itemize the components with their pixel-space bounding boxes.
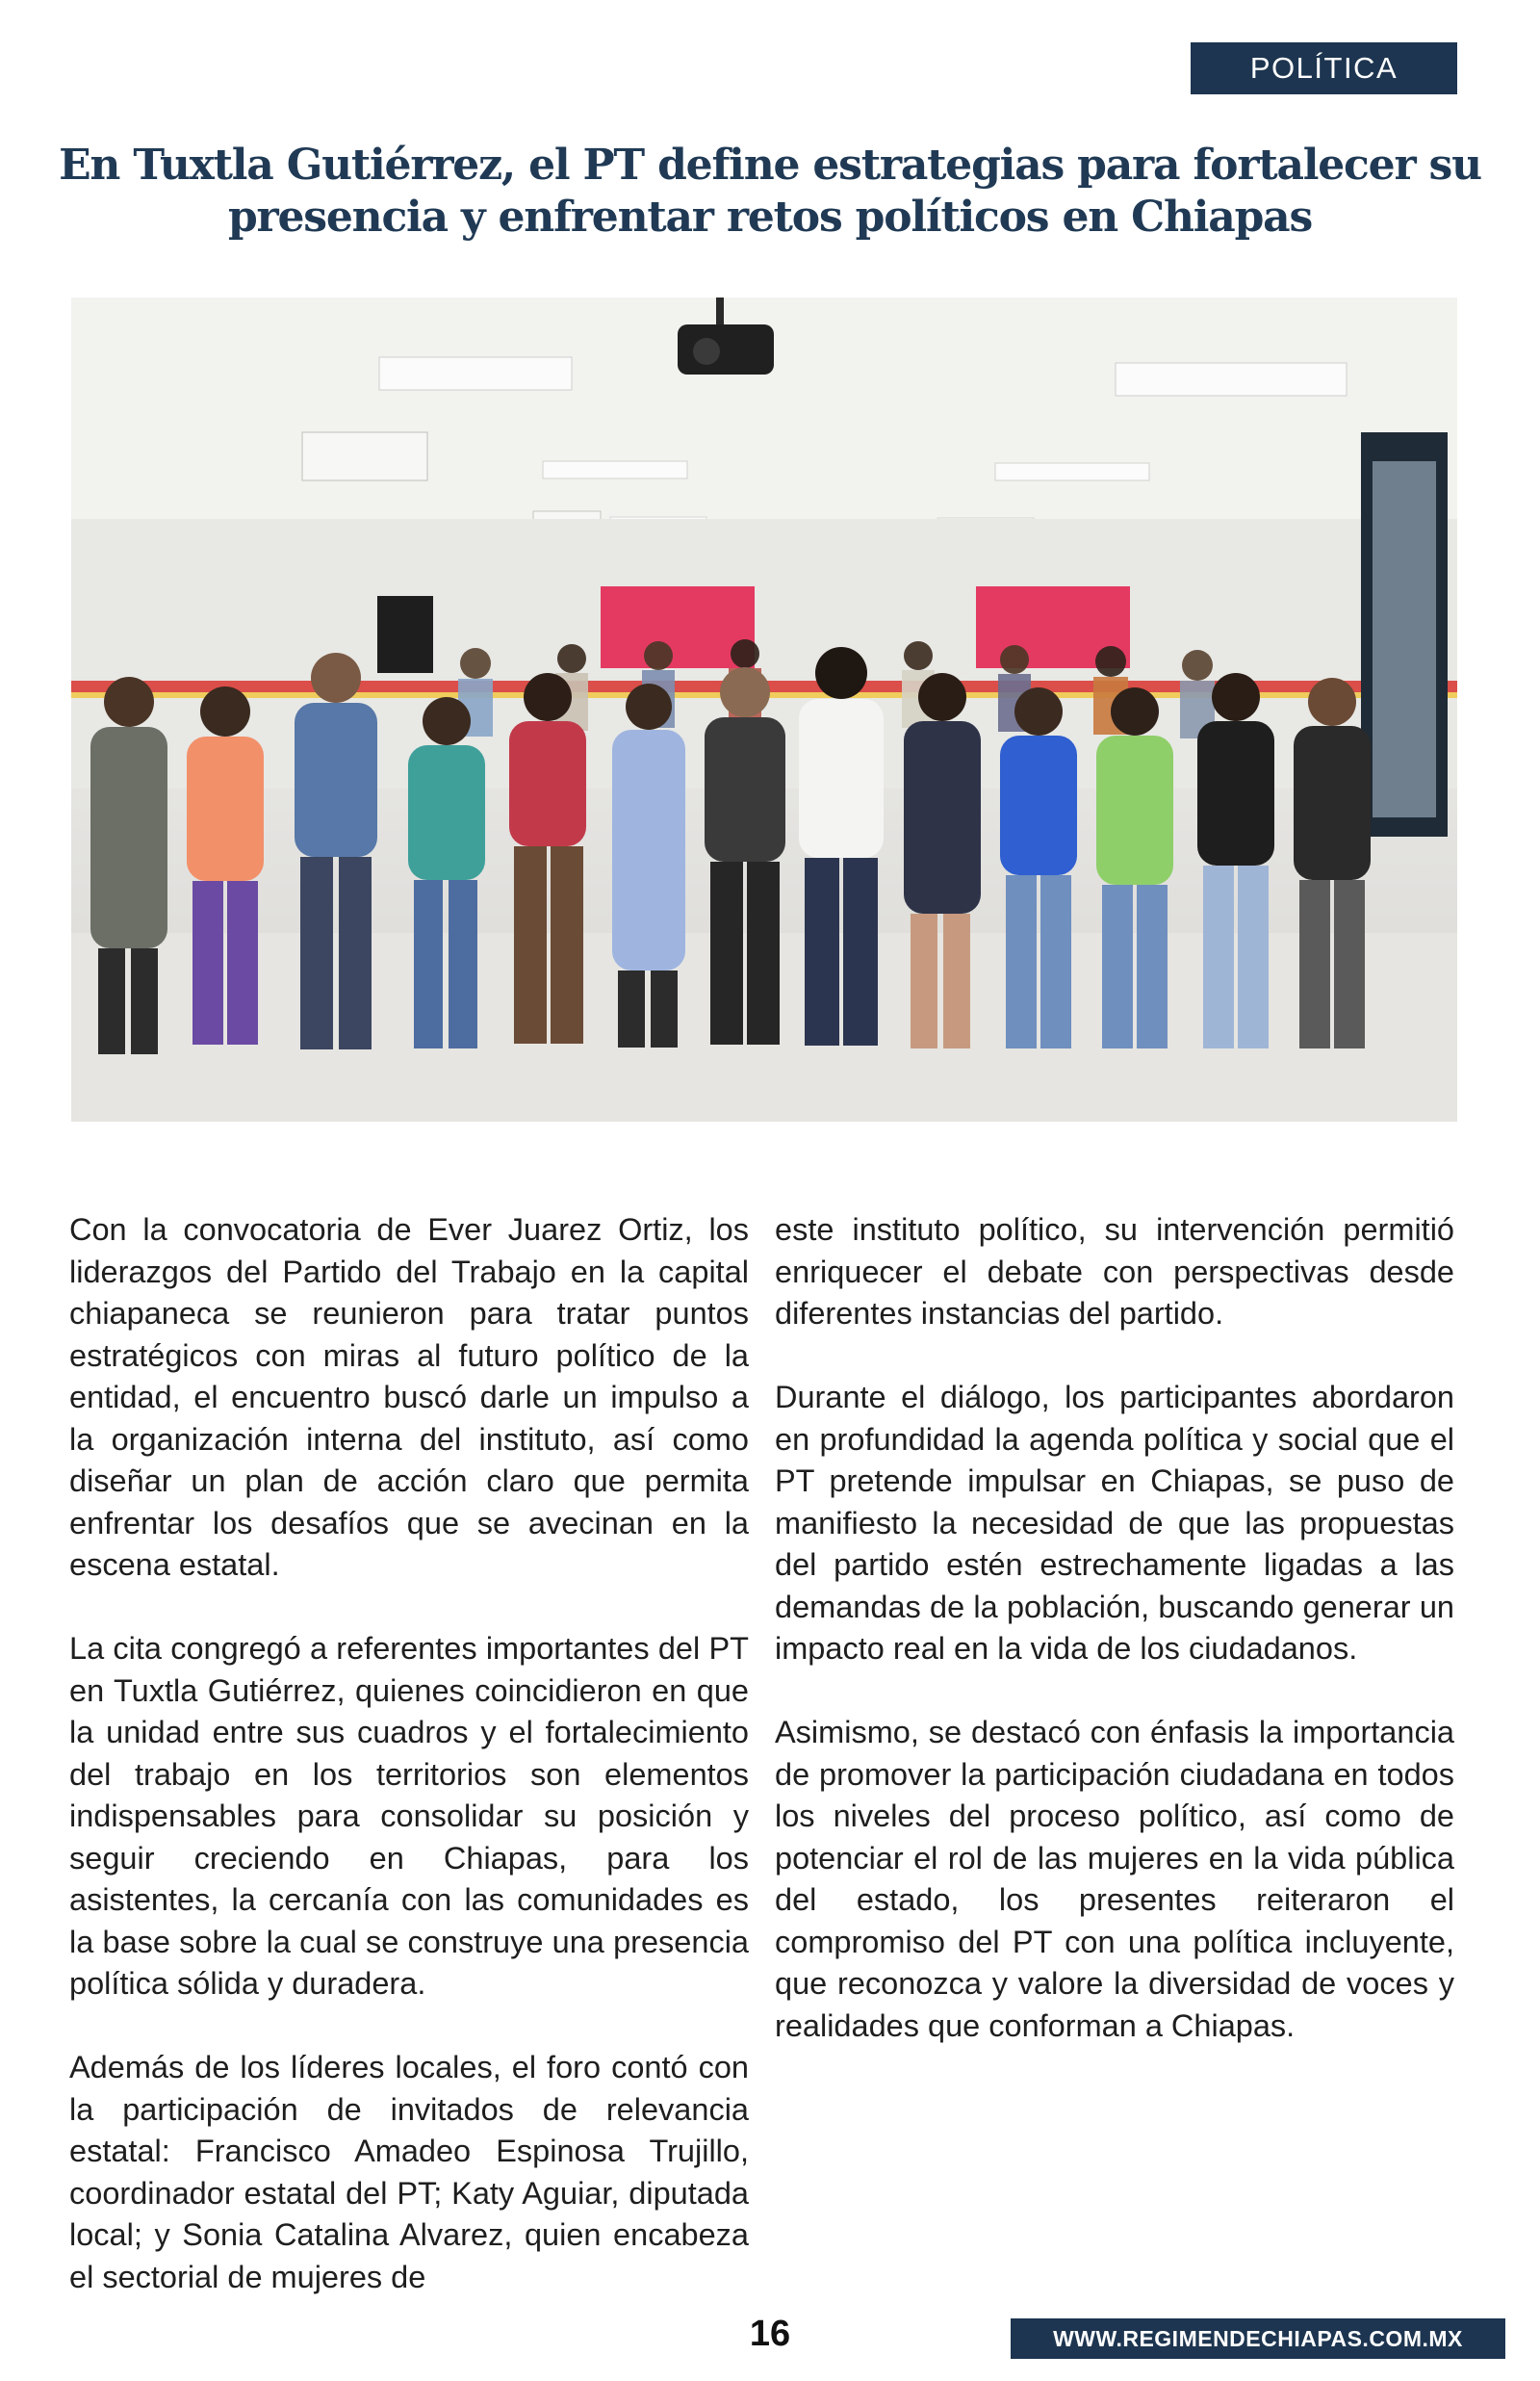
article-column-left [69,1209,749,2341]
website-link[interactable]: WWW.REGIMENDECHIAPAS.COM.MX [1011,2318,1505,2359]
article-paragraph: Asimismo, se destacó con énfasis la importancia de promover la participación ciudadana en todos los niveles del proceso político, así como de potenciar el rol de las mujeres en la vida pública del estado, los presentes reiteraron el compromiso del PT con una política incluyente, que reconozca y valore la diversidad de voces y realidades que conforman a Chiapas. [775,1715,1454,2043]
article-paragraph: Además de los líderes locales, el foro contó con la participación de invitados de relevancia estatal: Francisco Amadeo Espinosa Trujillo, coordinador estatal del PT; Katy Aguiar, diputada local; y Sonia Catalina Alvarez, quien encabeza el sectorial de mujeres de [69,2050,749,2294]
article-column-right [775,1209,1454,2089]
article-paragraph: La cita congregó a referentes importantes del PT en Tuxtla Gutiérrez, quienes coincidieron en que la unidad entre sus cuadros y el fortalecimiento del trabajo en los territorios son elementos indispensables para consolidar su posición y seguir creciendo en Chiapas, para los asistentes, la cercanía con las comunidades es la base sobre la cual se construye una presencia política sólida y duradera. [69,1631,749,2001]
article-headline: En Tuxtla Gutiérrez, el PT define estrategias para fortalecer su presencia y enfrentar retos políticos en Chiapas [59,141,1481,242]
article-paragraph: este instituto político, su intervención permitió enriquecer el debate con perspectivas desde diferentes instancias del partido. [775,1212,1454,1331]
article-paragraph: Durante el diálogo, los participantes abordaron en profundidad la agenda política y social que el PT pretende impulsar en Chiapas, se puso de manifiesto la necesidad de que las propuestas del partido estén estrechamente ligadas a las demandas de la población, buscando generar un impacto real en la vida de los ciudadanos. [775,1380,1454,1666]
group-photo [71,298,1457,1122]
article-paragraph: Con la convocatoria de Ever Juarez Ortiz, los liderazgos del Partido del Trabajo en la capital chiapaneca se reunieron para tratar puntos estratégicos con miras al futuro político de la entidad, el encuentro buscó darle un impulso a la organización interna del instituto, así como diseñar un plan de acción claro que permita enfrentar los desafíos que se avecinan en la escena estatal. [69,1212,749,1582]
section-label: POLÍTICA [1191,42,1457,94]
page-number: 16 [749,2314,791,2354]
photo-illustration [71,298,1457,1122]
